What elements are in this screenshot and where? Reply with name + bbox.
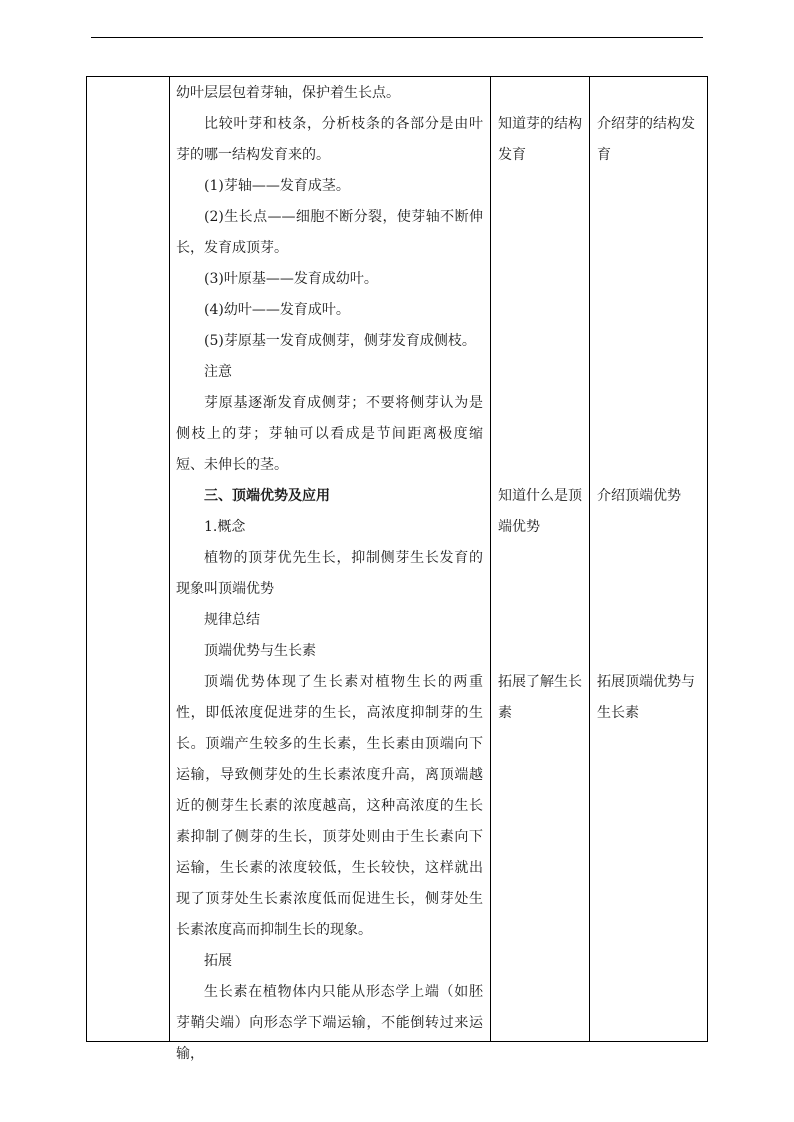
content-paragraph: (3)叶原基——发育成幼叶。 xyxy=(204,271,378,287)
lesson-table xyxy=(86,76,708,1062)
note-heading: 注意 xyxy=(204,364,232,380)
header-rule xyxy=(91,37,703,38)
teacher-activity-cell: 介绍芽的结构发育 xyxy=(597,116,695,163)
content-paragraph: (2)生长点——细胞不断分裂，使芽轴不断伸长，发育成顶芽。 xyxy=(176,209,483,256)
summary-title: 顶端优势与生长素 xyxy=(204,643,316,659)
student-activity-cell: 知道芽的结构发育 xyxy=(498,116,582,163)
teaching-content-column xyxy=(170,77,489,1070)
summary-heading: 规律总结 xyxy=(204,612,260,628)
teacher-activity-cell: 介绍顶端优势 xyxy=(597,488,681,504)
content-paragraph: 芽原基逐渐发育成侧芽；不要将侧芽认为是侧枝上的芽；芽轴可以看成是节间距离极度缩短、未伸长的茎。 xyxy=(176,395,483,473)
extension-heading: 拓展 xyxy=(204,953,232,969)
column-divider-3 xyxy=(589,77,590,1041)
content-paragraph: 植物的顶芽优先生长，抑制侧芽生长发育的现象叫顶端优势 xyxy=(176,550,483,597)
subsection-heading: 1.概念 xyxy=(204,519,246,535)
content-paragraph: (4)幼叶——发育成叶。 xyxy=(204,302,350,318)
teacher-activity-cell: 拓展顶端优势与生长素 xyxy=(597,674,695,721)
content-paragraph: (1)芽轴——发育成茎。 xyxy=(204,178,350,194)
section-heading: 三、顶端优势及应用 xyxy=(204,488,330,504)
content-paragraph: (5)芽原基一发育成侧芽，侧芽发育成侧枝。 xyxy=(204,333,476,349)
student-activity-cell: 知道什么是顶端优势 xyxy=(498,488,582,535)
content-paragraph: 幼叶层层包着芽轴，保护着生长点。 xyxy=(176,85,400,101)
column-divider-2 xyxy=(490,77,491,1041)
content-paragraph: 比较叶芽和枝条，分析枝条的各部分是由叶芽的哪一结构发育来的。 xyxy=(176,116,483,163)
content-paragraph: 顶端优势体现了生长素对植物生长的两重性，即低浓度促进芽的生长，高浓度抑制芽的生长。顶端产生较多的生长素，生长素由顶端向下运输，导致侧芽处的生长素浓度升高，离顶端越近的侧芽生长素的浓度越高，这种高浓度的生长素抑制了侧芽的生长，顶芽处则由于生长素向下运输，生长素的浓度较低，生长较快，这样就出现了顶芽处生长素浓度低而促进生长，侧芽处生长素浓度高而抑制生长的现象。 xyxy=(176,674,483,938)
student-activity-cell: 拓展了解生长素 xyxy=(498,674,582,721)
content-paragraph: 生长素在植物体内只能从形态学上端（如胚芽鞘尖端）向形态学下端运输，不能倒转过来运输， xyxy=(176,984,483,1062)
